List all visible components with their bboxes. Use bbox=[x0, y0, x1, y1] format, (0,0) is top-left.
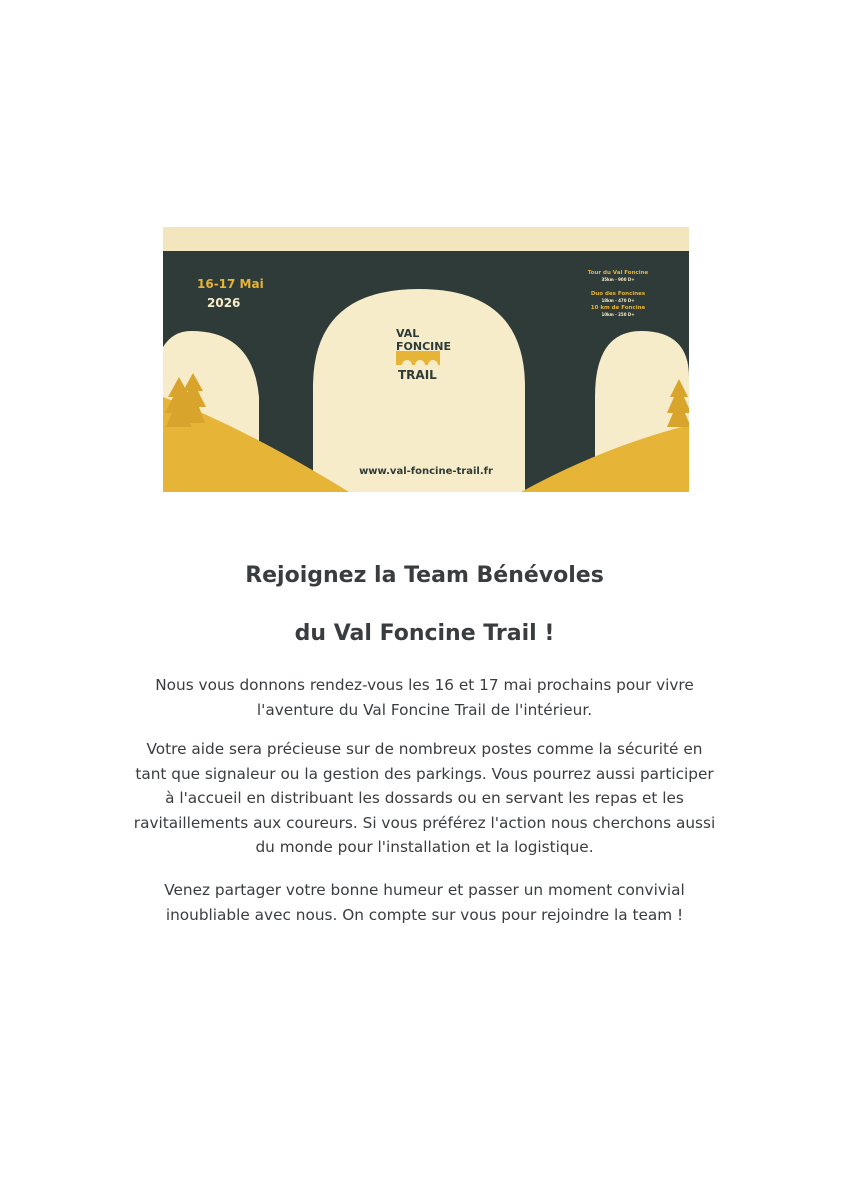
page-title: Rejoignez la Team Bénévoles bbox=[245, 563, 604, 588]
text-line: Venez partager votre bonne humeur et passer un moment convivial bbox=[164, 881, 685, 899]
intro-paragraph bbox=[120, 673, 729, 722]
race-name: Duo des Foncines bbox=[590, 291, 646, 297]
central-arch bbox=[313, 289, 525, 492]
race-name: 10 km de Foncine bbox=[590, 305, 646, 311]
page-subtitle: du Val Foncine Trail ! bbox=[294, 621, 555, 646]
text-line: ravitaillements aux coureurs. Si vous préférez l'action nous cherchons aussi bbox=[133, 813, 716, 832]
text-line: à l'accueil en distribuant les dossards ou en servant les repas et les bbox=[165, 789, 684, 807]
event-date: 16-17 Mai bbox=[197, 277, 264, 291]
roles-paragraph bbox=[120, 737, 729, 860]
banner-top-band bbox=[163, 227, 689, 253]
race-name: Tour du Val Foncine bbox=[587, 270, 649, 276]
race-detail: 10km · 250 D+ bbox=[601, 312, 635, 317]
event-year: 2026 bbox=[207, 296, 241, 310]
website-url: www.val-foncine-trail.fr bbox=[359, 466, 493, 477]
logo-line1: VAL bbox=[396, 327, 420, 340]
text-line: Nous vous donnons rendez-vous les 16 et 17 mai prochains pour vivre bbox=[155, 676, 694, 694]
text-line: inoubliable avec nous. On compte sur vous pour rejoindre la team ! bbox=[165, 905, 684, 924]
race-detail: 35km · 900 D+ bbox=[601, 277, 635, 282]
text-line: tant que signaleur ou la gestion des parkings. Vous pourrez aussi participer bbox=[135, 764, 714, 783]
text-line: l'aventure du Val Foncine Trail de l'intérieur. bbox=[256, 700, 593, 719]
race-detail: 18km · 470 D+ bbox=[601, 298, 635, 303]
logo-line3: TRAIL bbox=[398, 368, 437, 382]
event-banner bbox=[163, 227, 689, 492]
text-line: du monde pour l'installation et la logistique. bbox=[255, 838, 594, 856]
logo-line2: FONCINE bbox=[396, 340, 451, 353]
text-line: Votre aide sera précieuse sur de nombreux postes comme la sécurité en bbox=[146, 740, 703, 758]
closing-paragraph bbox=[120, 878, 729, 927]
